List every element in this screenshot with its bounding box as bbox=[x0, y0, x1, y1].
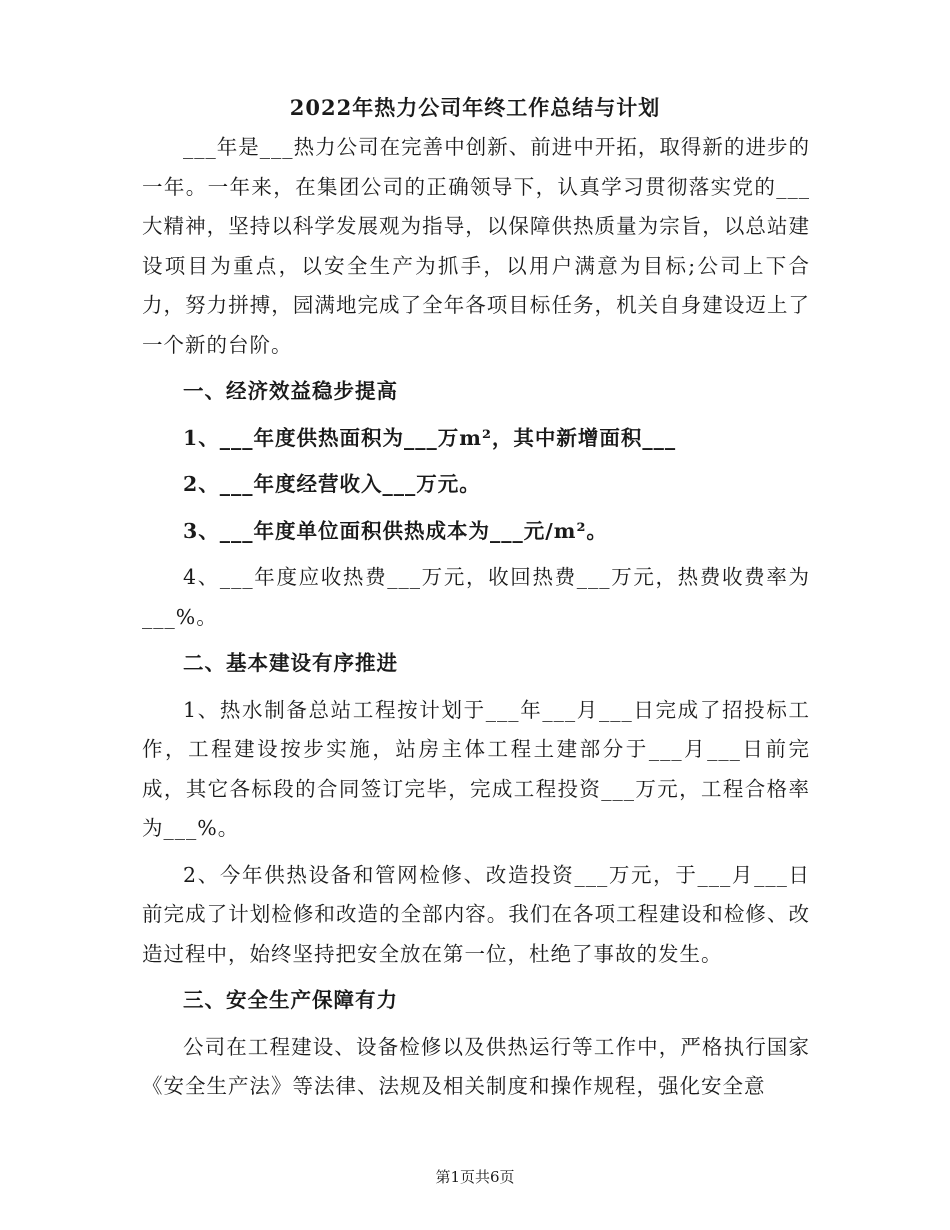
section-heading-construction: 二、基本建设有序推进 bbox=[183, 651, 398, 675]
intro-paragraph: ___年是___热力公司在完善中创新、前进中开拓，取得新的进步的一年。一年来，在集团公司的正确领导下，认真学习贯彻落实党的___大精神，坚持以科学发展观为指导，以保障供热质量为宗旨，以总站建设项目为重点，以安全生产为抓手，以用户满意为目标;公司上下合力，努力拼搏，园满地完成了全年各项目标任务，机关自身建设迈上了一个新的台阶。 bbox=[142, 135, 810, 357]
economic-item-2: 2、___年度经营收入___万元。 bbox=[183, 472, 481, 496]
safety-paragraph: 公司在工程建设、设备检修以及供热运行等工作中，严格执行国家《安全生产法》等法律、法规及相关制度和操作规程，强化安全意 bbox=[142, 1034, 810, 1098]
construction-item-1: 1、热水制备总站工程按计划于___年___月___日完成了招投标工作，工程建设按步实施，站房主体工程土建部分于___月___日前完成，其它各标段的合同签订完毕，完成工程投资___万元，工程合格率为___%。 bbox=[142, 697, 810, 840]
economic-item-4: 4、___年度应收热费___万元，收回热费___万元，热费收费率为___%。 bbox=[142, 565, 810, 629]
construction-item-2: 2、今年供热设备和管网检修、改造投资___万元，于___月___日前完成了计划检修和改造的全部内容。我们在各项工程建设和检修、改造过程中，始终坚持把安全放在第一位，杜绝了事故的发生。 bbox=[142, 862, 810, 966]
document-body bbox=[142, 128, 810, 1107]
economic-item-1: 1、___年度供热面积为___万m²，其中新增面积___ bbox=[183, 425, 677, 450]
economic-item-3: 3、___年度单位面积供热成本为___元/m²。 bbox=[183, 518, 608, 543]
document-title: 2022年热力公司年终工作总结与计划 bbox=[289, 95, 661, 120]
section-heading-economic: 一、经济效益稳步提高 bbox=[183, 379, 398, 403]
page-footer: 第1页共6页 bbox=[435, 1168, 515, 1186]
section-heading-safety: 三、安全生产保障有力 bbox=[183, 988, 398, 1012]
